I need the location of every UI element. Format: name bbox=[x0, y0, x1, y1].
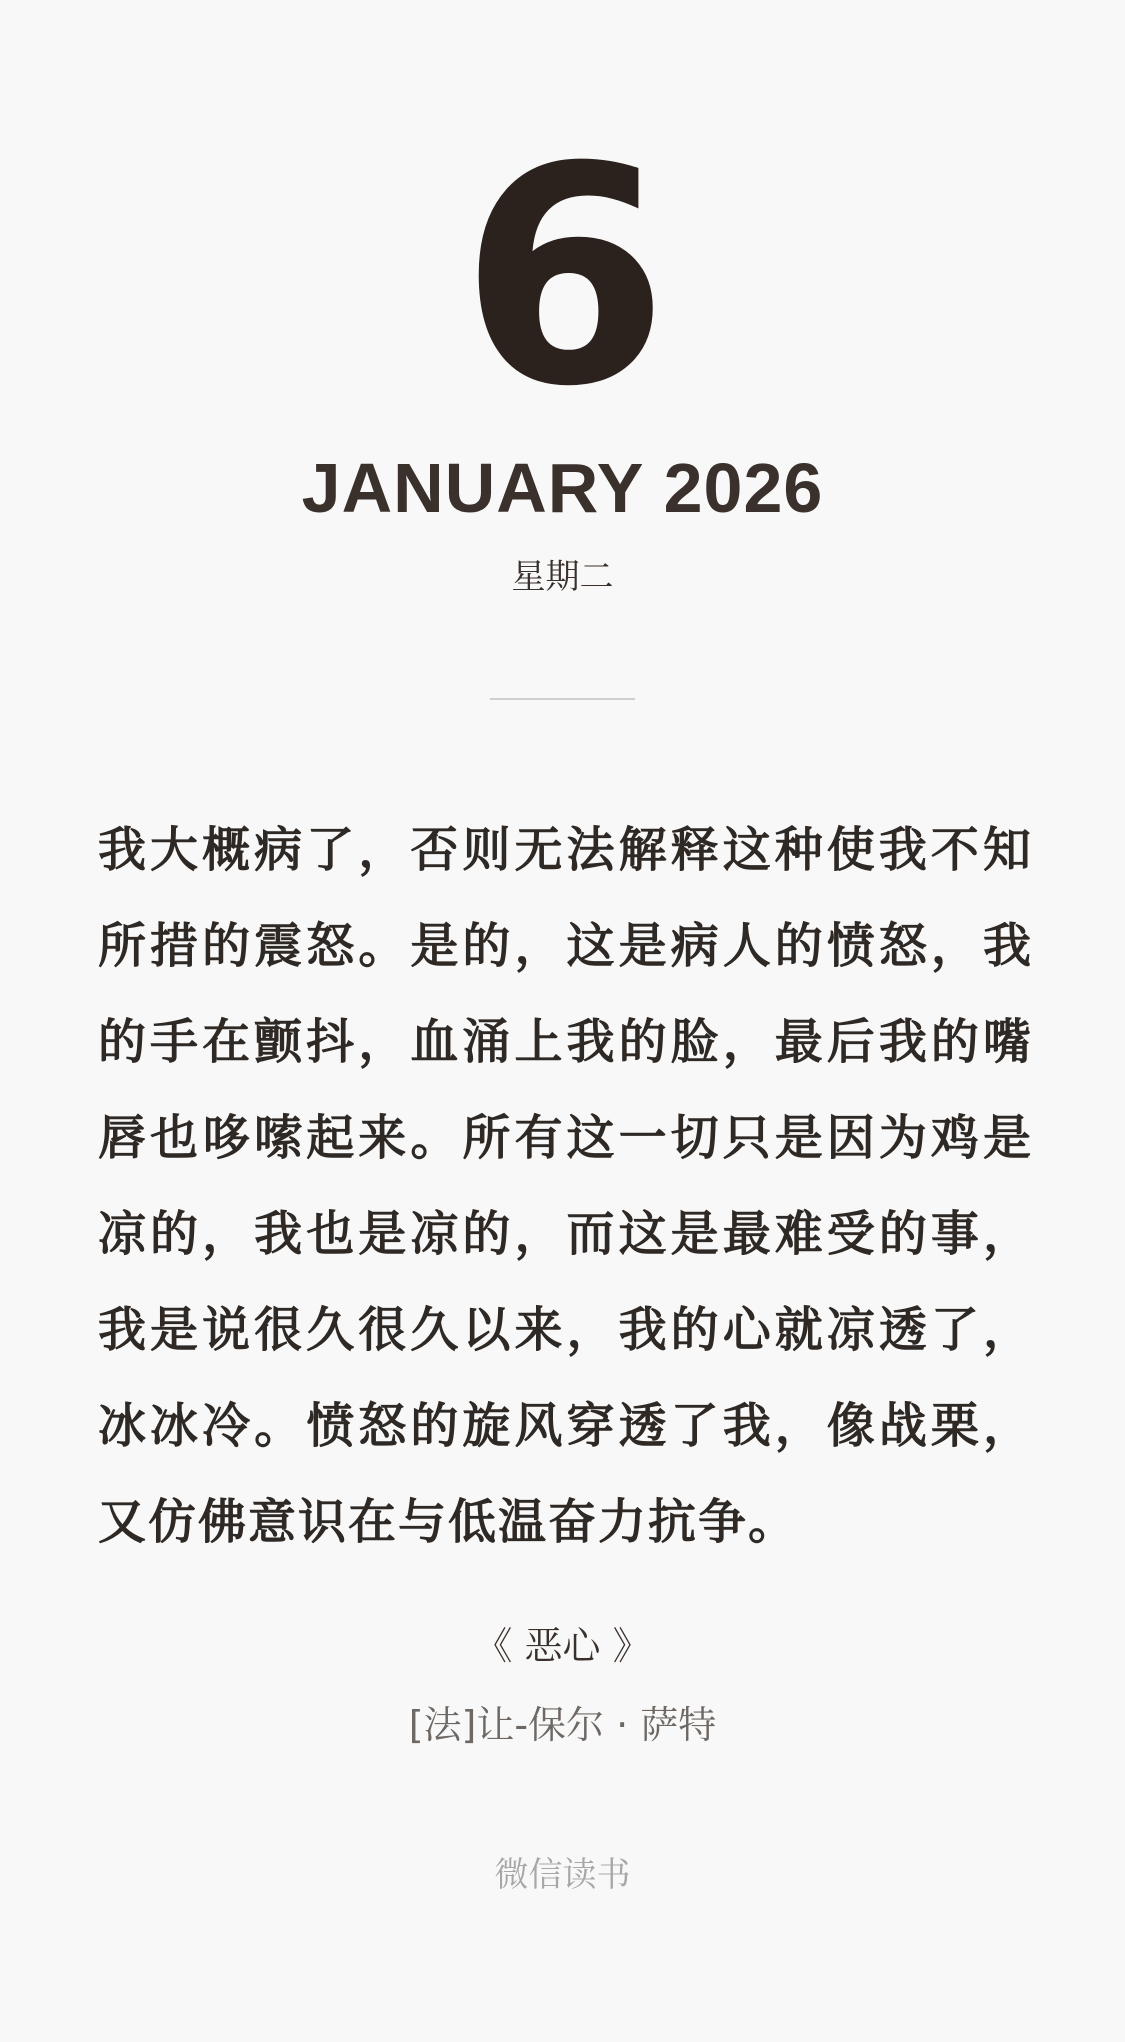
quote-text: 我大概病了，否则无法解释这种使我不知所措的震怒。是的，这是病人的愤怒，我的手在颤抖，血涌上我的脸，最后我的嘴唇也哆嗦起来。所有这一切只是因为鸡是凉的，我也是凉的，而这是最难受的事，我是说很久很久以来，我的心就凉透了，冰冰冷。愤怒的旋风穿透了我，像战栗，又仿佛意识在与低温奋力抗争。 bbox=[98, 822, 1033, 1550]
book-title: 《 恶心 》 bbox=[474, 1624, 651, 1668]
divider bbox=[490, 698, 635, 700]
source-label: 微信读书 bbox=[494, 1855, 631, 1895]
month-year: JANUARY 2026 bbox=[301, 449, 824, 527]
weekday: 星期二 bbox=[511, 557, 614, 597]
day-number: 6 bbox=[460, 103, 665, 452]
author-name: [法]让-保尔 · 萨特 bbox=[408, 1703, 717, 1747]
